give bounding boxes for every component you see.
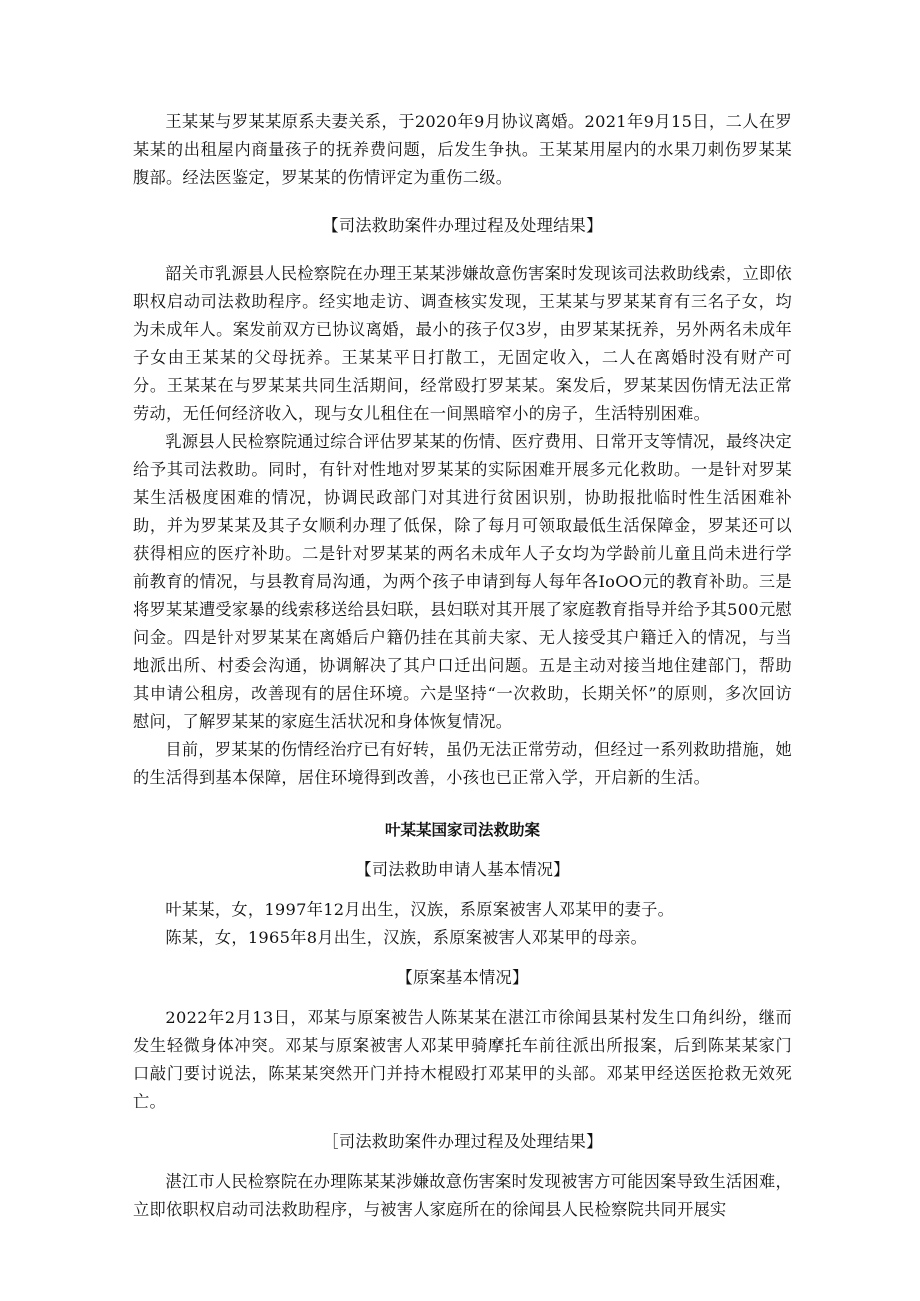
case2-applicant-1: 叶某某，女，1997年12月出生，汉族，系原案被害人邓某甲的妻子。 [165,900,675,919]
case1-process-paragraph-2: 乳源县人民检察院通过综合评估罗某某的伤情、医疗费用、日常开支等情况，最终决定给予其司法救助。同时，有针对性地对罗某某的实际困难开展多元化救助。一是针对罗某某生活极度困难的情况，协调民政部门对其进行贫困识别，协助报批临时性生活困难补助，并为罗某某及其子女顺利办理了低保，除了每月可领取最低生活保障金，罗某还可以获得相应的医疗补助。二是针对罗某某的两名未成年人子女均为学龄前儿童且尚未进行学前教育的情况，与县教育局沟通，为两个孩子申请到每人每年各IoOO元的教育补助。三是将罗某某遭受家暴的线索移送给县妇联，县妇联对其开展了家庭教育指导并给予其500元慰问金。四是针对罗某某在离婚后户籍仍挂在其前夫家、无人接受其户籍迁入的情况，与当地派出所、村委会沟通，协调解决了其户口迁出问题。五是主动对接当地住建部门，帮助其申请公租房，改善现有的居住环境。六是坚持“一次救助，长期关怀”的原则，多次回访慰问，了解罗某某的家庭生活状况和身体恢复情况。 [133,432,792,731]
case1-process-paragraph-1: 韶关市乳源县人民检察院在办理王某某涉嫌故意伤害案时发现该司法救助线索，立即依职权启动司法救助程序。经实地走访、调查核实发现，王某某与罗某某育有三名子女，均为未成年人。案发前双方已协议离婚，最小的孩子仅3岁，由罗某某抚养，另外两名未成年子女由王某某的父母抚养。王某某平日打散工，无固定收入，二人在离婚时没有财产可分。王某某在与罗某某共同生活期间，经常殴打罗某某。案发后，罗某某因伤情无法正常劳动，无任何经济收入，现与女儿租住在一间黑暗窄小的房子，生活特别困难。 [133,264,792,423]
case2-case-text: 2022年2月13日，邓某与原案被告人陈某某在湛江市徐闻县某村发生口角纠纷，继而发生轻微身体冲突。邓某与原案被害人邓某甲骑摩托车前往派出所报案，后到陈某某家门口敲门要讨说法，陈某某突然开门并持木棍殴打邓某甲的头部。邓某甲经送医抢救无效死亡。 [133,1008,792,1111]
case1-process-paragraph-3: 目前，罗某某的伤情经治疗已有好转，虽仍无法正常劳动，但经过一系列救助措施，她的生活得到基本保障，居住环境得到改善，小孩也已正常入学，开启新的生活。 [133,740,792,787]
case2-process-heading: ［司法救助案件办理过程及处理结果】 [322,1132,603,1151]
case1-intro: 王某某与罗某某原系夫妻关系，于2020年9月协议离婚。2021年9月15日，二人在罗某某的出租屋内商量孩子的抚养费问题，后发生争执。王某某用屋内的水果刀刺伤罗某某腹部。经法医鉴定，罗某某的伤情评定为重伤二级。 [133,112,792,187]
case2-process-text: 湛江市人民检察院在办理陈某某涉嫌故意伤害案时发现被害方可能因案导致生活困难，立即依职权启动司法救助程序，与被害人家庭所在的徐闻县人民检察院共同开展实 [133,1172,792,1219]
case1-process-heading: 【司法救助案件办理过程及处理结果】 [322,216,603,235]
case2-case-heading: 【原案基本情况】 [396,968,529,987]
case2-applicant-2: 陈某，女，1965年8月出生，汉族，系原案被害人邓某甲的母亲。 [165,928,648,947]
case2-title: 叶某某国家司法救助案 [384,821,540,839]
case2-applicant-heading: 【司法救助申请人基本情况】 [355,860,570,879]
